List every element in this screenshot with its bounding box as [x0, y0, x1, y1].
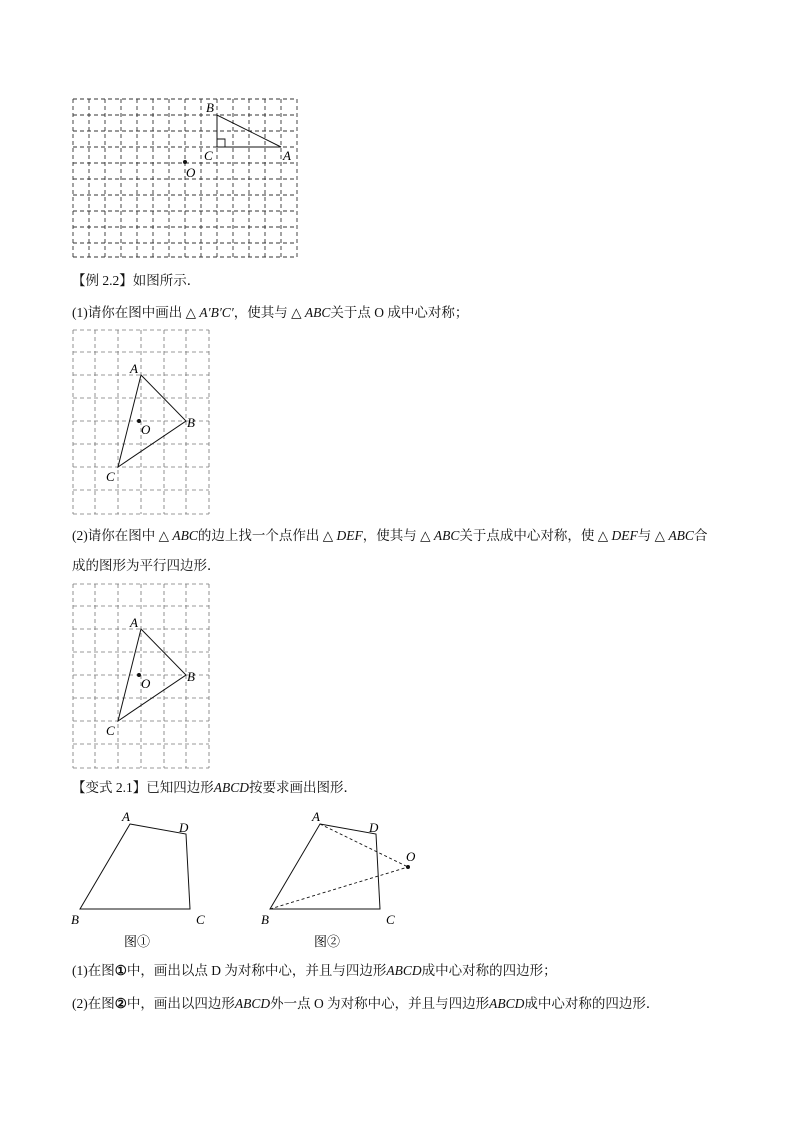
- q2-abc2: ABC: [433, 528, 460, 543]
- question-2-line-2: 成的图形为平行四边形．: [72, 558, 221, 573]
- vq1-suffix: 成中心对称的四边形；: [421, 963, 557, 978]
- vq1-quad: ABCD: [386, 963, 422, 978]
- q2-suffix: 合: [693, 528, 708, 543]
- dashed-grid: [73, 99, 297, 257]
- label-c: C: [106, 469, 115, 484]
- caption-figure-1: 图①: [124, 934, 151, 949]
- label-a: A: [130, 615, 138, 630]
- variant-heading-suffix: 按要求画出图形．: [249, 780, 357, 795]
- quad-figure-1: [68, 808, 218, 950]
- vq2-figure-number: ②: [114, 996, 127, 1011]
- label-b: B: [187, 669, 195, 684]
- label-o: O: [141, 676, 151, 691]
- label-c: C: [386, 912, 395, 927]
- label-a: A: [122, 809, 130, 824]
- q1-prefix: (1)请你在图中画出 △: [72, 305, 200, 320]
- q1-suffix: 关于点 O 成中心对称；: [330, 305, 469, 320]
- vq2-prefix: (2)在图: [72, 996, 115, 1011]
- label-c: C: [106, 723, 115, 738]
- vq2-mid2: 外一点 O 为对称中心，并且与四边形: [270, 996, 490, 1011]
- vq1-figure-number: ①: [114, 963, 127, 978]
- label-d: D: [179, 820, 189, 835]
- caption-figure-2: 图②: [314, 934, 341, 949]
- label-c: C: [204, 148, 213, 163]
- q2-mid4: 与 △: [637, 528, 669, 543]
- variant-question-2: [72, 995, 659, 1013]
- quadrilateral-abcd: [80, 824, 190, 909]
- right-angle-mark: [217, 139, 225, 147]
- point-o: [183, 160, 187, 164]
- quadrilateral-abcd: [270, 824, 380, 909]
- grid-figure-3: [70, 582, 212, 774]
- q2-mid1: 的边上找一个点作出 △: [197, 528, 337, 543]
- label-a: A: [312, 809, 320, 824]
- label-b: B: [206, 100, 214, 115]
- label-a: A: [130, 361, 138, 376]
- vq2-suffix: 成中心对称的四边形．: [524, 996, 660, 1011]
- q1-triangle-name: A′B′C′: [199, 305, 234, 320]
- vq1-mid: 中，画出以点 D 为对称中心，并且与四边形: [126, 963, 387, 978]
- point-o: [406, 865, 410, 869]
- label-b: B: [71, 912, 79, 927]
- vq1-prefix: (1)在图: [72, 963, 115, 978]
- vq2-quad2: ABCD: [489, 996, 525, 1011]
- label-b: B: [187, 415, 195, 430]
- q2-abc: ABC: [172, 528, 198, 543]
- q2-mid3: 关于点成中心对称，使 △: [459, 528, 612, 543]
- label-o: O: [186, 165, 196, 180]
- example-heading: 【例 2.2】如图所示．: [72, 273, 201, 288]
- grid-figure-1: [70, 96, 302, 260]
- label-b: B: [261, 912, 269, 927]
- label-c: C: [196, 912, 205, 927]
- variant-heading-quad: ABCD: [213, 780, 249, 795]
- q2-mid2: ，使其与 △: [362, 528, 434, 543]
- quad-figure-2: [258, 808, 428, 950]
- label-o: O: [406, 849, 416, 864]
- vq2-mid1: 中，画出以四边形: [126, 996, 235, 1011]
- q1-mid: ，使其与 △: [233, 305, 305, 320]
- vq2-quad: ABCD: [234, 996, 271, 1011]
- q2-prefix: (2)请你在图中 △: [72, 528, 173, 543]
- q2-def2: DEF: [611, 528, 638, 543]
- question-1: [72, 304, 468, 322]
- label-o: O: [141, 422, 151, 437]
- variant-heading: [72, 779, 357, 797]
- dashed-line-ao: [320, 824, 408, 867]
- label-a: A: [283, 148, 291, 163]
- q2-abc3: ABC: [668, 528, 694, 543]
- grid-figure-2: [70, 328, 212, 520]
- question-2-line-1: [72, 527, 707, 545]
- variant-heading-prefix: 【变式 2.1】已知四边形: [72, 780, 214, 795]
- label-d: D: [369, 820, 379, 835]
- q2-def: DEF: [336, 528, 363, 543]
- variant-question-1: [72, 962, 557, 980]
- q1-abc: ABC: [304, 305, 331, 320]
